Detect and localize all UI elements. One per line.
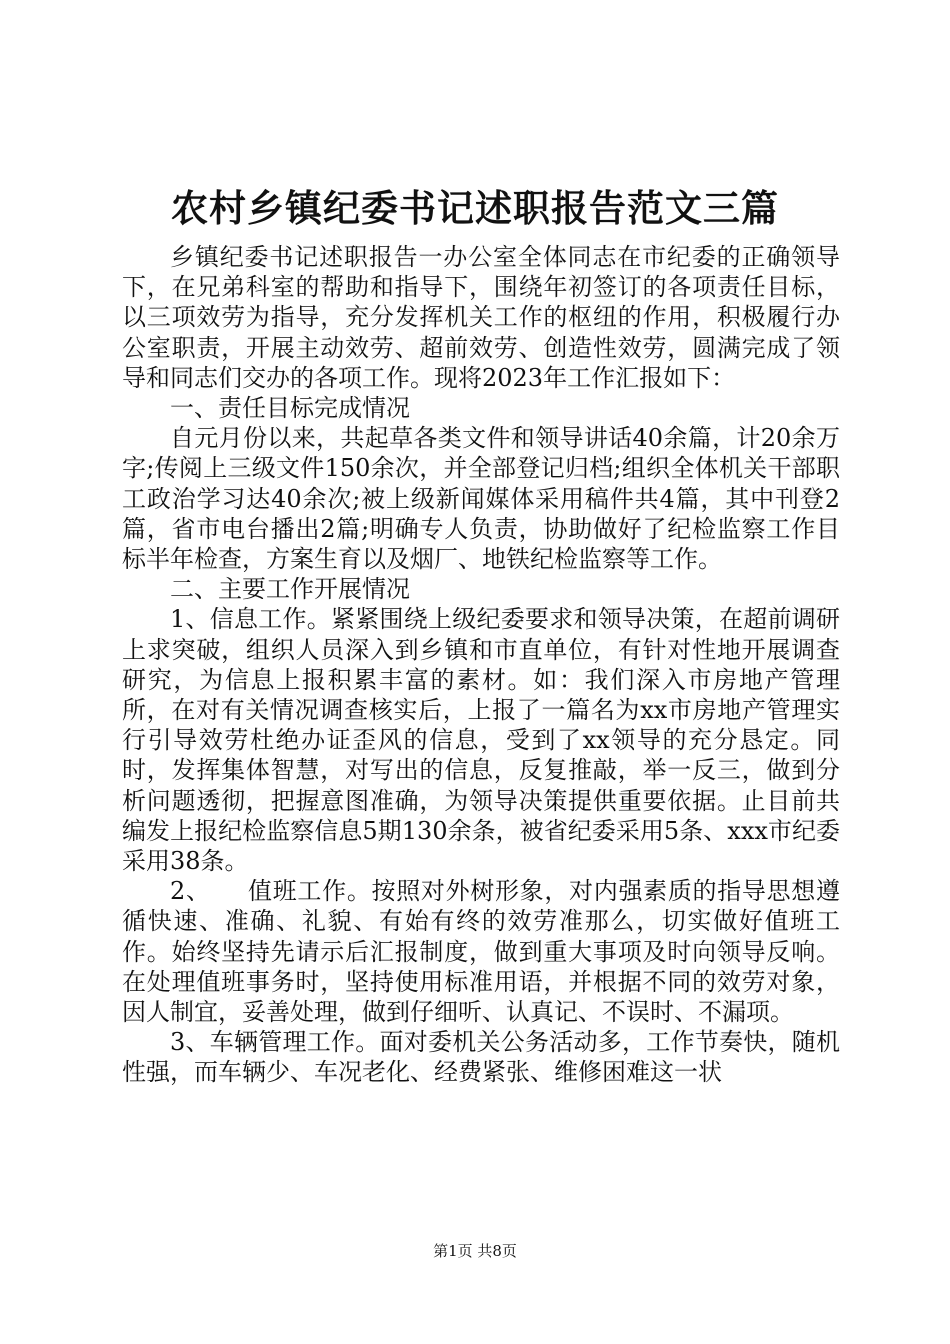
paragraph-section-1: 自元月份以来，共起草各类文件和领导讲话40余篇，计20余万字;传阅上三级文件150余次，并全部登记归档;组织全体机关干部职工政治学习达40余次;被上级新闻媒体采用稿件共4篇，其中刊登2篇，省市电台播出2篇;明确专人负责，协助做好了纪检监察工作目标半年检查，方案生育以及烟厂、地铁纪检监察等工作。 (122, 424, 840, 574)
paragraph-vehicle-work: 3、车辆管理工作。面对委机关公务活动多，工作节奏快，随机性强，而车辆少、车况老化、经费紧张、维修困难这一状 (122, 1028, 840, 1087)
paragraph-info-work: 1、信息工作。紧紧围绕上级纪委要求和领导决策，在超前调研上求突破，组织人员深入到乡镇和市直单位，有针对性地开展调查研究，为信息上报积累丰富的素材。如：我们深入市房地产管理所，在对有关情况调查核实后，上报了一篇名为xx市房地产管理实行引导效劳杜绝办证歪风的信息，受到了xx领导的充分恳定。同时，发挥集体智慧，对写出的信息，反复推敲，举一反三，做到分析问题透彻，把握意图准确，为领导决策提供重要依据。止目前共编发上报纪检监察信息5期130余条，被省纪委采用5条、xxx市纪委采用38条。 (122, 605, 840, 876)
section-heading-2: 二、主要工作开展情况 (170, 575, 410, 604)
paragraph-duty-work: 2、 值班工作。按照对外树形象，对内强素质的指导思想遵循快速、准确、礼貌、有始有终的效劳准那么，切实做好值班工作。始终坚持先请示后汇报制度，做到重大事项及时向领导反响。在处理值班事务时，坚持使用标准用语，并根据不同的效劳对象，因人制宜，妥善处理，做到仔细听、认真记、不误时、不漏项。 (122, 877, 840, 1027)
paragraph-intro: 乡镇纪委书记述职报告一办公室全体同志在市纪委的正确领导下，在兄弟科室的帮助和指导下，围绕年初签订的各项责任目标，以三项效劳为指导，充分发挥机关工作的枢纽的作用，积极履行办公室职责，开展主动效劳、超前效劳、创造性效劳，圆满完成了领导和同志们交办的各项工作。现将2023年工作汇报如下： (122, 243, 840, 392)
document-body (122, 242, 840, 1088)
section-heading-1: 一、责任目标完成情况 (170, 394, 410, 423)
document-title: 农村乡镇纪委书记述职报告范文三篇 (171, 186, 779, 230)
page-footer: 第1页 共8页 (433, 1242, 517, 1260)
